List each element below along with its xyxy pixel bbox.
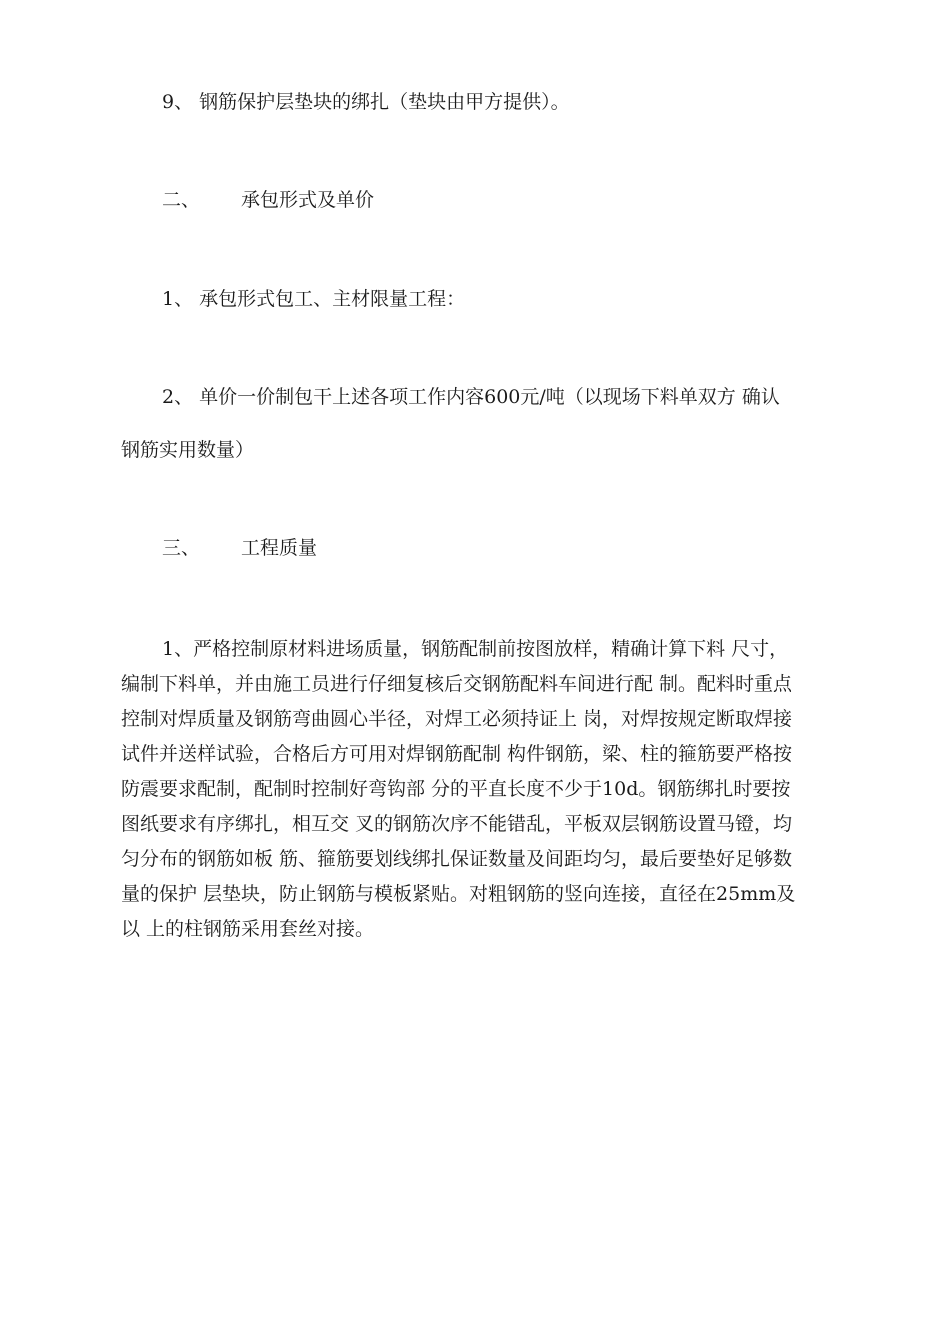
quality-paragraph-line: 图纸要求有序绑扎，相互交 叉的钢筋次序不能错乱，平板双层钢筋设置马镫，均 [121,813,793,835]
quality-paragraph-line: 试件并送样试验，合格后方可用对焊钢筋配制 构件钢筋，梁、柱的箍筋要严格按 [121,743,793,765]
section-2-number: 二、 [162,189,201,211]
quality-paragraph [121,632,841,947]
quality-paragraph-line: 以 上的柱钢筋采用套丝对接。 [121,918,375,940]
item-9-text: 9、 钢筋保护层垫块的绑扎（垫块由甲方提供）。 [162,91,570,113]
quality-paragraph-line: 量的保护 层垫块，防止钢筋与模板紧贴。对粗钢筋的竖向连接，直径在25mm及 [121,883,796,905]
section-3-number: 三、 [162,537,201,559]
quality-paragraph-line: 1、严格控制原材料进场质量，钢筋配制前按图放样，精确计算下料 尺寸， [162,638,789,660]
item-2-2-line-2: 钢筋实用数量） [121,439,255,461]
section-3-heading [162,536,317,560]
section-3-title: 工程质量 [241,537,318,559]
quality-paragraph-line: 控制对焊质量及钢筋弯曲圆心半径，对焊工必须持证上 岗，对焊按规定断取焊接 [121,708,793,730]
section-2-title: 承包形式及单价 [241,189,375,211]
item-2-2-line-1: 2、 单价一价制包干上述各项工作内容600元/吨（以现场下料单双方 确认 [162,386,780,408]
quality-paragraph-line: 防震要求配制，配制时控制好弯钩部 分的平直长度不少于10d。钢筋绑扎时要按 [121,778,791,800]
item-2-1-text: 1、 承包形式包工、主材限量工程： [162,288,466,310]
section-2-heading [162,188,374,212]
quality-paragraph-line: 匀分布的钢筋如板 筋、箍筋要划线绑扎保证数量及间距均匀，最后要垫好足够数 [121,848,793,870]
quality-paragraph-line: 编制下料单，并由施工员进行仔细复核后交钢筋配料车间进行配 制。配料时重点 [121,673,793,695]
